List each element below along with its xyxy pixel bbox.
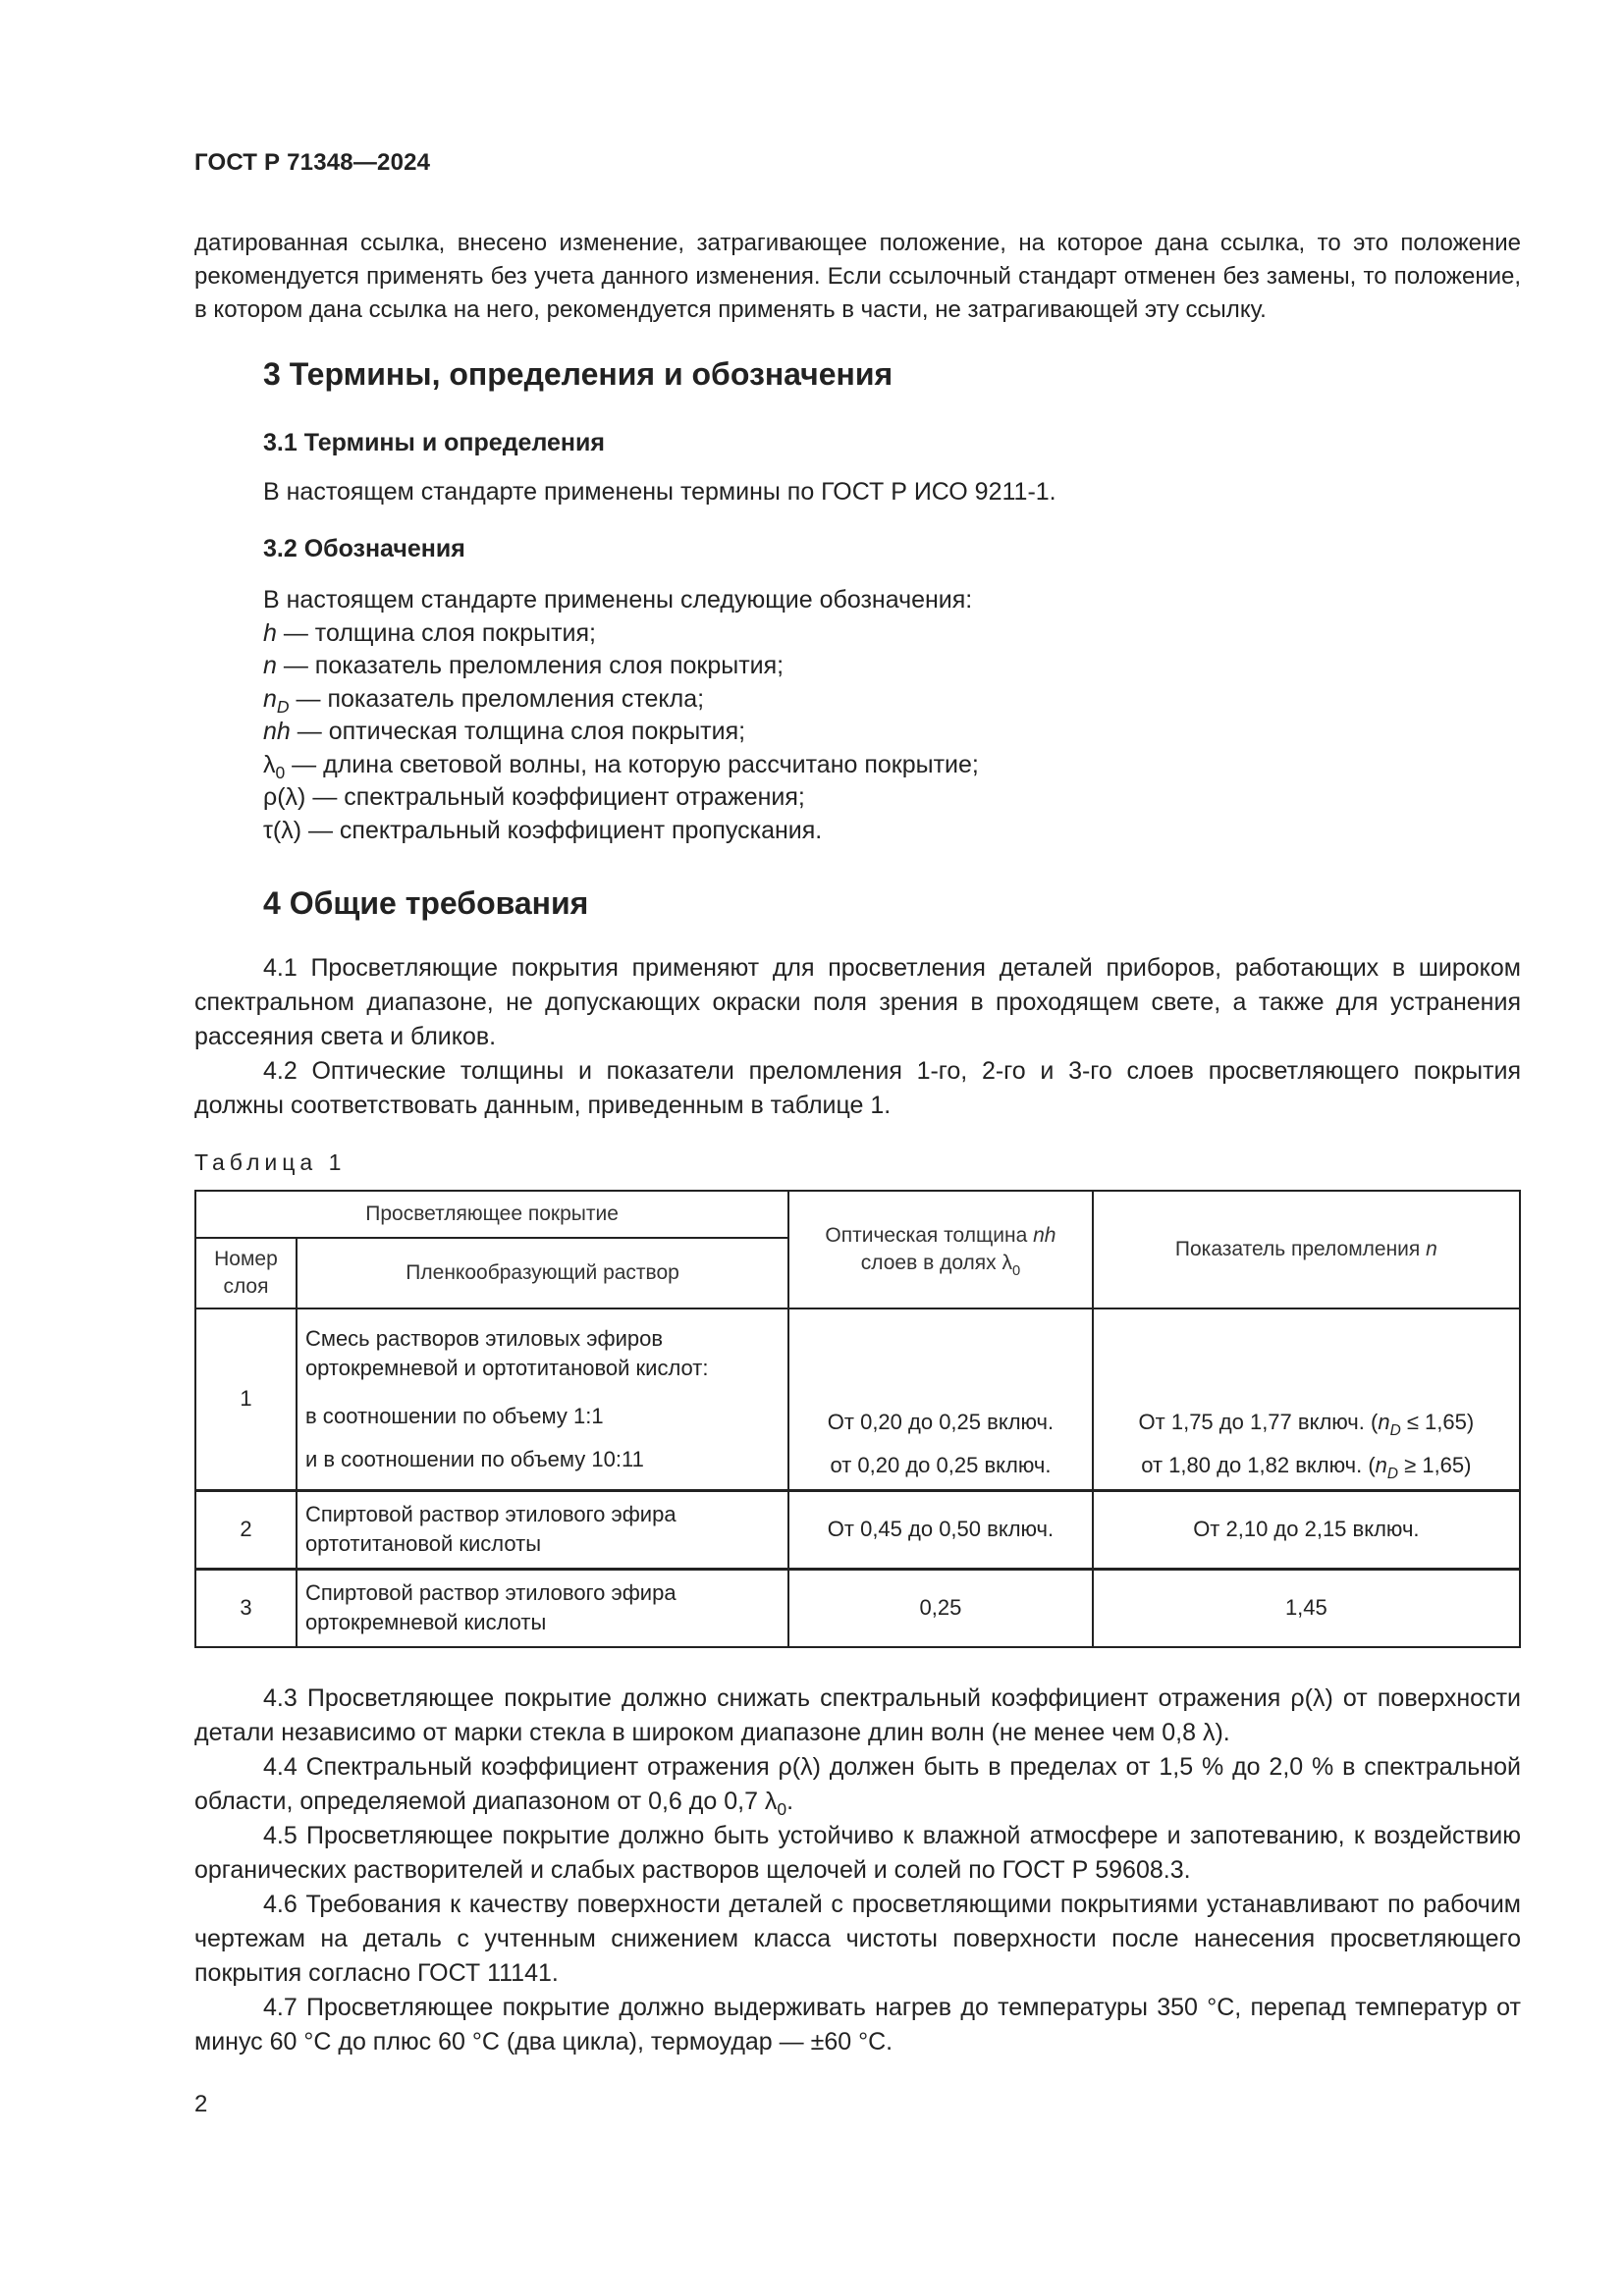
table-caption: Таблица 1 [194, 1149, 347, 1175]
intro-paragraph: датированная ссылка, внесено изменение, затрагивающее положение, на которое дана ссылка, то это положение рекомендуется применять без учета данного изменения. Если ссылочный стандарт отменен без замены, то положение, в котором дана ссылка на него, рекомендуется применять в части, не затрагивающей эту ссылку. [194, 230, 1521, 323]
cell-index-3: 1,45 [1093, 1569, 1520, 1647]
cell-solution-1: Смесь растворов этиловых эфиров ортокремневой и ортотитановой кислот: в соотношении по объему 1:1 и в соотношении по объему 10:11 [297, 1308, 788, 1490]
section-3-1-text: В настоящем стандарте применены термины по ГОСТ Р ИСО 9211-1. [263, 478, 1056, 506]
paragraph-4-2: 4.2 Оптические толщины и показатели преломления 1-го, 2-го и 3-го слоев просветляющего покрытия должны соответствовать данным, приведенным в таблице 1. [194, 1057, 1521, 1119]
paragraph-4-5: 4.5 Просветляющее покрытие должно быть устойчиво к влажной атмосфере и запотеванию, к воздействию органических растворителей и слабых растворов щелочей и солей по ГОСТ Р 59608.3. [194, 1822, 1521, 1884]
document-id-header: ГОСТ Р 71348—2024 [194, 149, 431, 176]
paragraph-4-1: 4.1 Просветляющие покрытия применяют для просветления деталей приборов, работающих в широком спектральном диапазоне, не допускающих окраски поля зрения в проходящем свете, а также для устранения рассеяния света и бликов. [194, 954, 1521, 1050]
symbol-item: τ(λ) — спектральный коэффициент пропускания. [263, 816, 823, 844]
cell-thickness-2: От 0,45 до 0,50 включ. [788, 1490, 1093, 1569]
symbol-item: n — показатель преломления слоя покрытия; [263, 652, 785, 679]
symbol-item: $n_D$ — показатель преломления стекла; [263, 684, 705, 717]
cell-solution-2: Спиртовой раствор этилового эфира ортотитановой кислоты [297, 1490, 788, 1569]
cell-thickness-3: 0,25 [788, 1569, 1093, 1647]
header-optical-thickness: Оптическая толщина nh слоев в долях $\lambda_0$ [788, 1191, 1093, 1308]
cell-index-1: От 1,75 до 1,77 включ. $(n_D \le 1,65)$ от 1,80 до 1,82 включ. $(n_D \ge 1,65)$ [1093, 1308, 1520, 1490]
paragraph-4-3: 4.3 Просветляющее покрытие должно снижать спектральный коэффициент отражения ρ(λ) от поверхности детали независимо от марки стекла в широком диапазоне длин волн (не менее чем 0,8 λ). [194, 1684, 1521, 1746]
section-4-paragraphs-bottom [194, 1682, 1521, 2059]
page-number: 2 [194, 2091, 208, 2117]
header-refractive-index: Показатель преломления n [1093, 1191, 1520, 1308]
cell-layer-3: 3 [195, 1569, 297, 1647]
symbols-list [263, 584, 979, 847]
symbol-item: ρ(λ) — спектральный коэффициент отражения; [263, 783, 805, 811]
section-4-heading: 4 Общие требования [263, 885, 589, 921]
symbols-intro: В настоящем стандарте применены следующие обозначения: [263, 586, 973, 614]
cell-index-2: От 2,10 до 2,15 включ. [1093, 1490, 1520, 1569]
header-layer-number: Номер слоя [195, 1238, 297, 1308]
cell-solution-3: Спиртовой раствор этилового эфира ортокремневой кислоты [297, 1569, 788, 1647]
section-3-2-heading: 3.2 Обозначения [263, 535, 465, 562]
cell-layer-2: 2 [195, 1490, 297, 1569]
header-group-coating: Просветляющее покрытие [195, 1191, 788, 1238]
paragraph-4-6: 4.6 Требования к качеству поверхности деталей с просветляющими покрытиями устанавливают по рабочим чертежам на деталь с учтенным снижением класса чистоты поверхности после нанесения просветляющего покрытия согласно ГОСТ 11141. [194, 1891, 1521, 1987]
table-1 [194, 1190, 1521, 1648]
symbol-item: $\lambda_0$ — длина световой волны, на которую рассчитано покрытие; [263, 750, 979, 782]
cell-thickness-1: От 0,20 до 0,25 включ. от 0,20 до 0,25 включ. [788, 1308, 1093, 1490]
paragraph-4-4: 4.4 Спектральный коэффициент отражения ρ(λ) должен быть в пределах от 1,5 % до 2,0 % в спектральной области, определяемой диапазоном от 0,6 до 0,7 $\lambda_0$. [194, 1753, 1521, 1819]
symbol-item: h — толщина слоя покрытия; [263, 618, 597, 647]
symbol-item: nh — оптическая толщина слоя покрытия; [263, 718, 746, 745]
section-3-1-heading: 3.1 Термины и определения [263, 429, 605, 456]
cell-layer-1: 1 [195, 1308, 297, 1490]
section-3-heading: 3 Термины, определения и обозначения [263, 356, 893, 392]
header-solution: Пленкообразующий раствор [297, 1238, 788, 1308]
section-4-paragraphs-top [194, 951, 1521, 1123]
paragraph-4-7: 4.7 Просветляющее покрытие должно выдерживать нагрев до температуры 350 °С, перепад температур от минус 60 °С до плюс 60 °С (два цикла), термоудар — ±60 °С. [194, 1994, 1521, 2056]
